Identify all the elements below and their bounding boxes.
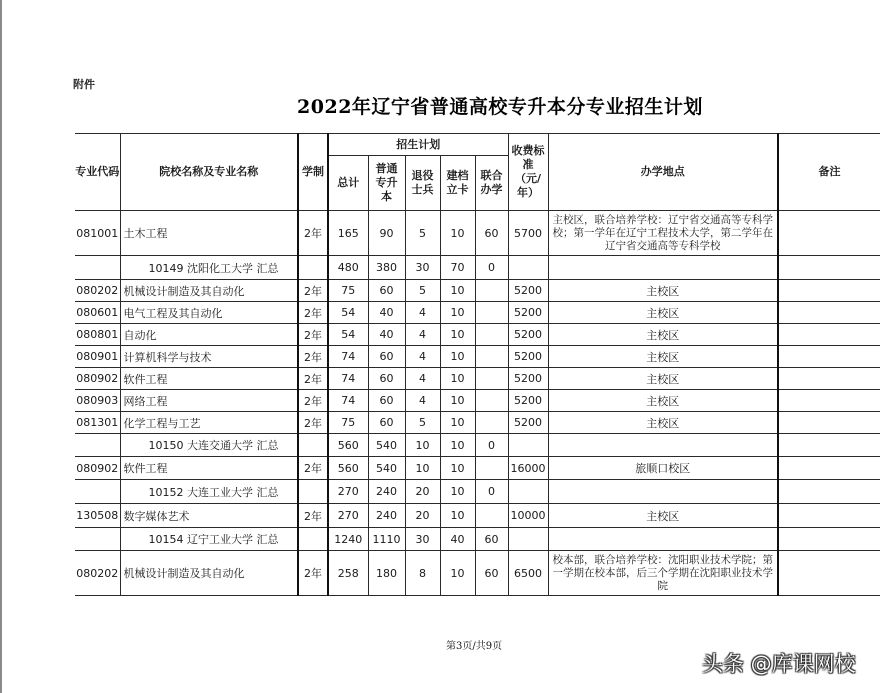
cell-name: 数字媒体艺术 [120, 504, 298, 528]
cell-fee: 5200 [508, 390, 548, 412]
cell-location: 主校区 [548, 302, 778, 324]
cell-total: 74 [328, 390, 368, 412]
cell-regular: 90 [368, 211, 405, 256]
table-row [75, 368, 880, 390]
cell-fee: 5200 [508, 302, 548, 324]
cell-name: 10150 大连交通大学 汇总 [120, 434, 298, 457]
cell-name: 机械设计制造及其自动化 [120, 280, 298, 302]
cell-remark [778, 211, 880, 256]
cell-fee: 5200 [508, 412, 548, 434]
cell-veteran: 10 [405, 434, 440, 457]
cell-total: 74 [328, 346, 368, 368]
cell-duration: 2年 [298, 346, 328, 368]
cell-name: 计算机科学与技术 [120, 346, 298, 368]
cell-poverty: 10 [440, 412, 475, 434]
cell-total: 74 [328, 368, 368, 390]
cell-duration: 2年 [298, 368, 328, 390]
enrollment-plan-table [75, 133, 880, 596]
cell-fee [508, 480, 548, 504]
cell-remark [778, 434, 880, 457]
cell-location [548, 434, 778, 457]
cell-duration: 2年 [298, 551, 328, 596]
cell-regular: 40 [368, 324, 405, 346]
cell-fee: 5200 [508, 346, 548, 368]
cell-fee: 5200 [508, 324, 548, 346]
cell-location [548, 528, 778, 551]
page-number: 第3页/共9页 [446, 641, 503, 652]
cell-joint: 60 [475, 551, 508, 596]
cell-fee: 10000 [508, 504, 548, 528]
cell-code [75, 434, 120, 457]
cell-location: 旅顺口校区 [548, 457, 778, 480]
cell-veteran: 4 [405, 324, 440, 346]
cell-remark [778, 528, 880, 551]
cell-regular: 180 [368, 551, 405, 596]
header-total: 总计 [328, 156, 368, 211]
cell-name: 电气工程及其自动化 [120, 302, 298, 324]
cell-remark [778, 346, 880, 368]
cell-remark [778, 256, 880, 280]
cell-total: 1240 [328, 528, 368, 551]
cell-joint [475, 412, 508, 434]
watermark: 头条 @库课网校 [702, 652, 856, 676]
cell-duration: 2年 [298, 324, 328, 346]
cell-fee [508, 528, 548, 551]
header-fee: 收费标准（元/年） [508, 134, 548, 211]
cell-poverty: 40 [440, 528, 475, 551]
cell-regular: 1110 [368, 528, 405, 551]
page-edge [0, 0, 2, 693]
cell-remark [778, 551, 880, 596]
cell-name: 网络工程 [120, 390, 298, 412]
cell-poverty: 10 [440, 211, 475, 256]
table-row [75, 390, 880, 412]
cell-veteran: 30 [405, 528, 440, 551]
cell-veteran: 20 [405, 504, 440, 528]
cell-fee: 5700 [508, 211, 548, 256]
table-row-summary [75, 480, 880, 504]
cell-code [75, 256, 120, 280]
cell-duration [298, 434, 328, 457]
table-row [75, 551, 880, 596]
cell-regular: 60 [368, 412, 405, 434]
cell-code: 081001 [75, 211, 120, 256]
cell-veteran: 5 [405, 412, 440, 434]
cell-regular: 240 [368, 480, 405, 504]
cell-fee [508, 434, 548, 457]
cell-remark [778, 390, 880, 412]
cell-duration [298, 480, 328, 504]
attachment-label: 附件 [73, 78, 95, 91]
cell-location: 主校区 [548, 280, 778, 302]
cell-regular: 60 [368, 390, 405, 412]
cell-total: 54 [328, 302, 368, 324]
cell-regular: 60 [368, 346, 405, 368]
cell-regular: 380 [368, 256, 405, 280]
cell-location: 主校区 [548, 368, 778, 390]
cell-veteran: 4 [405, 390, 440, 412]
cell-duration: 2年 [298, 412, 328, 434]
cell-code: 080801 [75, 324, 120, 346]
cell-fee: 6500 [508, 551, 548, 596]
cell-joint [475, 457, 508, 480]
cell-duration [298, 528, 328, 551]
cell-veteran: 20 [405, 480, 440, 504]
cell-total: 75 [328, 280, 368, 302]
document-title: 2022年辽宁省普通高校专升本分专业招生计划 [297, 96, 703, 118]
cell-duration: 2年 [298, 390, 328, 412]
cell-poverty: 10 [440, 390, 475, 412]
cell-poverty: 10 [440, 302, 475, 324]
cell-poverty: 10 [440, 368, 475, 390]
cell-remark [778, 324, 880, 346]
cell-name: 软件工程 [120, 368, 298, 390]
header-duration: 学制 [298, 134, 328, 211]
cell-location: 校本部，联合培养学校：沈阳职业技术学院；第一学期在校本部，后三个学期在沈阳职业技术学院 [548, 551, 778, 596]
cell-location: 主校区，联合培养学校：辽宁省交通高等专科学校；第一学年在辽宁工程技术大学，第二学年在辽宁省交通高等专科学校 [548, 211, 778, 256]
cell-code [75, 528, 120, 551]
cell-name: 土木工程 [120, 211, 298, 256]
cell-joint: 60 [475, 211, 508, 256]
cell-total: 480 [328, 256, 368, 280]
cell-code: 080202 [75, 551, 120, 596]
table-row [75, 412, 880, 434]
cell-poverty: 10 [440, 346, 475, 368]
cell-duration: 2年 [298, 457, 328, 480]
cell-name: 10154 辽宁工业大学 汇总 [120, 528, 298, 551]
cell-code: 080902 [75, 457, 120, 480]
cell-veteran: 5 [405, 280, 440, 302]
cell-veteran: 4 [405, 346, 440, 368]
header-remark: 备注 [778, 134, 880, 211]
cell-name: 机械设计制造及其自动化 [120, 551, 298, 596]
table-row [75, 324, 880, 346]
cell-code [75, 480, 120, 504]
cell-total: 560 [328, 434, 368, 457]
cell-remark [778, 368, 880, 390]
cell-remark [778, 302, 880, 324]
cell-poverty: 10 [440, 504, 475, 528]
cell-location: 主校区 [548, 390, 778, 412]
cell-veteran: 5 [405, 211, 440, 256]
cell-code: 080601 [75, 302, 120, 324]
cell-joint [475, 302, 508, 324]
cell-remark [778, 412, 880, 434]
cell-name: 10152 大连工业大学 汇总 [120, 480, 298, 504]
cell-name: 软件工程 [120, 457, 298, 480]
cell-fee [508, 256, 548, 280]
table-row-summary [75, 256, 880, 280]
cell-poverty: 10 [440, 551, 475, 596]
cell-joint [475, 504, 508, 528]
table-row [75, 211, 880, 256]
cell-total: 560 [328, 457, 368, 480]
cell-code: 081301 [75, 412, 120, 434]
header-location: 办学地点 [548, 134, 778, 211]
cell-joint: 60 [475, 528, 508, 551]
cell-joint: 0 [475, 480, 508, 504]
header-veteran: 退役士兵 [405, 156, 440, 211]
cell-poverty: 70 [440, 256, 475, 280]
cell-location: 主校区 [548, 346, 778, 368]
cell-joint [475, 280, 508, 302]
cell-regular: 240 [368, 504, 405, 528]
cell-regular: 540 [368, 434, 405, 457]
table-row [75, 504, 880, 528]
cell-remark [778, 504, 880, 528]
cell-total: 75 [328, 412, 368, 434]
cell-poverty: 10 [440, 324, 475, 346]
cell-veteran: 4 [405, 368, 440, 390]
cell-location: 主校区 [548, 412, 778, 434]
cell-poverty: 10 [440, 280, 475, 302]
table-row [75, 457, 880, 480]
table-row [75, 346, 880, 368]
cell-code: 080202 [75, 280, 120, 302]
cell-veteran: 10 [405, 457, 440, 480]
cell-name: 化学工程与工艺 [120, 412, 298, 434]
table-row-summary [75, 528, 880, 551]
cell-total: 165 [328, 211, 368, 256]
cell-poverty: 10 [440, 434, 475, 457]
header-poverty: 建档立卡 [440, 156, 475, 211]
table-body [75, 211, 880, 596]
cell-total: 270 [328, 504, 368, 528]
header-joint: 联合办学 [475, 156, 508, 211]
cell-remark [778, 480, 880, 504]
cell-total: 258 [328, 551, 368, 596]
cell-remark [778, 457, 880, 480]
cell-regular: 40 [368, 302, 405, 324]
cell-veteran: 8 [405, 551, 440, 596]
cell-regular: 60 [368, 280, 405, 302]
cell-total: 54 [328, 324, 368, 346]
cell-joint: 0 [475, 434, 508, 457]
table-row-summary [75, 434, 880, 457]
cell-poverty: 10 [440, 480, 475, 504]
cell-duration: 2年 [298, 504, 328, 528]
cell-joint [475, 368, 508, 390]
cell-duration [298, 256, 328, 280]
header-name: 院校名称及专业名称 [120, 134, 298, 211]
header-code: 专业代码 [75, 134, 120, 211]
cell-name: 10149 沈阳化工大学 汇总 [120, 256, 298, 280]
cell-total: 270 [328, 480, 368, 504]
cell-duration: 2年 [298, 280, 328, 302]
cell-joint: 0 [475, 256, 508, 280]
cell-joint [475, 324, 508, 346]
cell-duration: 2年 [298, 211, 328, 256]
header-plan-group: 招生计划 [328, 134, 508, 156]
cell-joint [475, 390, 508, 412]
cell-joint [475, 346, 508, 368]
cell-duration: 2年 [298, 302, 328, 324]
cell-fee: 5200 [508, 368, 548, 390]
cell-fee: 16000 [508, 457, 548, 480]
cell-location: 主校区 [548, 504, 778, 528]
cell-veteran: 30 [405, 256, 440, 280]
cell-name: 自动化 [120, 324, 298, 346]
table-row [75, 280, 880, 302]
cell-code: 080902 [75, 368, 120, 390]
cell-poverty: 10 [440, 457, 475, 480]
cell-location [548, 480, 778, 504]
cell-code: 080903 [75, 390, 120, 412]
cell-code: 130508 [75, 504, 120, 528]
table-row [75, 302, 880, 324]
cell-regular: 60 [368, 368, 405, 390]
cell-remark [778, 280, 880, 302]
cell-veteran: 4 [405, 302, 440, 324]
cell-regular: 540 [368, 457, 405, 480]
cell-code: 080901 [75, 346, 120, 368]
cell-location: 主校区 [548, 324, 778, 346]
cell-location [548, 256, 778, 280]
header-regular: 普通专升本 [368, 156, 405, 211]
cell-fee: 5200 [508, 280, 548, 302]
